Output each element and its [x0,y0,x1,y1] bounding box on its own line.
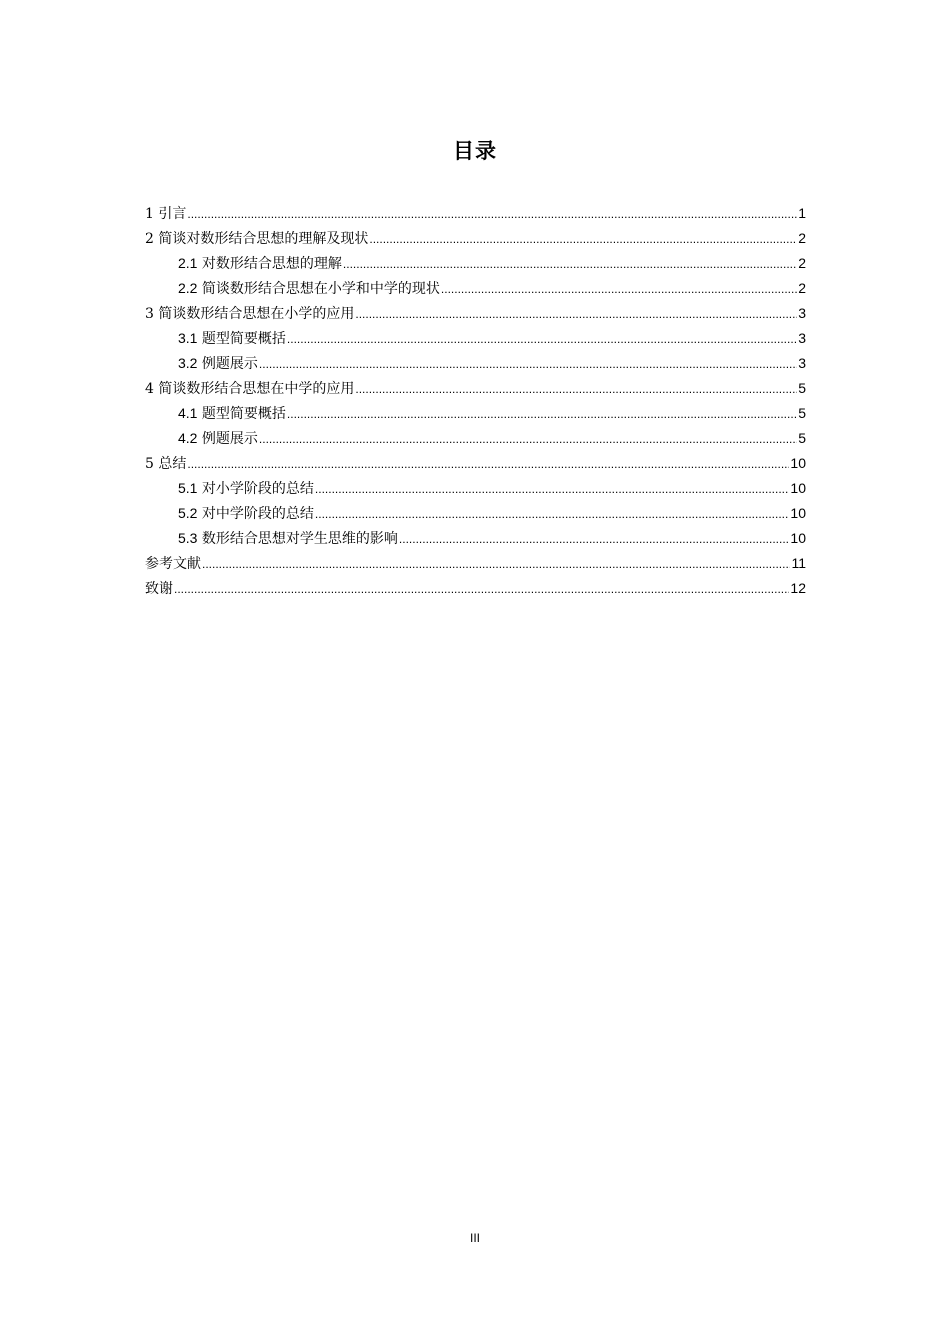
toc-entry-label [178,278,440,298]
toc-entry-number: 2 [145,231,154,247]
toc-entry-page: 10 [790,455,806,471]
toc-entry-page: 5 [798,430,806,446]
toc-entry-title: 总结 [158,456,187,472]
toc-entry-label [178,428,258,448]
toc-entry-title: 对数形结合思想的理解 [201,256,342,272]
toc-entry-page: 10 [790,505,806,521]
toc-leader-dots [315,482,790,496]
toc-entry[interactable] [145,328,806,353]
toc-entry[interactable] [145,203,806,228]
toc-leader-dots [202,557,790,571]
toc-entry-page: 2 [798,255,806,271]
toc-leader-dots [259,357,797,371]
toc-entry-label [145,553,201,573]
toc-entry-title: 参考文献 [145,556,201,572]
page-number: III [469,1231,480,1245]
toc-entry-page: 3 [798,355,806,371]
toc-entry-label [145,203,186,223]
toc-entry-label [178,253,342,273]
toc-entry-page: 10 [790,530,806,546]
toc-entry-number: 4.1 [178,405,198,421]
toc-entry-title: 题型简要概括 [201,331,286,347]
toc-leader-dots [287,407,797,421]
toc-leader-dots [187,457,789,471]
toc-entry-page: 3 [798,330,806,346]
toc-leader-dots [259,432,797,446]
toc-leader-dots [343,257,797,271]
toc-entry-number: 5.1 [178,480,198,496]
toc-entry-label [145,453,186,473]
toc-leader-dots [287,332,797,346]
toc-entry-title: 对小学阶段的总结 [201,481,314,497]
toc-leader-dots [441,282,797,296]
toc-entry-number: 3 [145,306,154,322]
toc-entry-label [178,503,314,523]
toc-leader-dots [174,582,789,596]
toc-entry-title: 例题展示 [201,356,258,372]
toc-entry-number: 2.2 [178,280,198,296]
toc-leader-dots [399,532,790,546]
toc-entry-label [178,328,286,348]
toc-entry[interactable] [145,303,806,328]
toc-entry-label [178,478,314,498]
toc-entry-page: 10 [790,480,806,496]
toc-entry-title: 致谢 [145,581,173,597]
toc-entry-page: 11 [791,555,806,571]
toc-entry-title: 简谈数形结合思想在中学的应用 [158,381,355,397]
toc-entry-title: 简谈数形结合思想在小学的应用 [158,306,355,322]
toc-entry[interactable] [145,553,806,578]
toc-entry[interactable] [145,528,806,553]
toc-entry[interactable] [145,378,806,403]
toc-entry-page: 3 [798,305,806,321]
toc-entry-number: 3.1 [178,330,198,346]
toc-entry-title: 引言 [158,206,187,222]
toc-entry-label [178,353,258,373]
toc-entry-number: 5.2 [178,505,198,521]
toc-entry-title: 例题展示 [201,431,258,447]
toc-entry-page: 2 [798,280,806,296]
toc-entry[interactable] [145,278,806,303]
toc-leader-dots [355,382,797,396]
toc-entry-number: 1 [145,206,154,222]
table-of-contents [145,203,806,603]
toc-entry-title: 对中学阶段的总结 [201,506,314,522]
toc-entry[interactable] [145,478,806,503]
toc-entry-page: 1 [798,205,806,221]
toc-entry-number: 4.2 [178,430,198,446]
toc-leader-dots [355,307,797,321]
toc-entry-number: 5 [145,456,154,472]
toc-leader-dots [187,207,797,221]
toc-entry-label [178,403,286,423]
toc-entry-title: 简谈数形结合思想在小学和中学的现状 [201,281,440,297]
page-title: 目录 [453,139,497,163]
toc-entry-number: 2.1 [178,255,198,271]
toc-entry-label [178,528,398,548]
toc-entry-page: 2 [798,230,806,246]
toc-entry-number: 5.3 [178,530,198,546]
toc-entry[interactable] [145,228,806,253]
toc-entry-label [145,578,173,598]
toc-entry-number: 3.2 [178,355,198,371]
toc-entry-title: 简谈对数形结合思想的理解及现状 [158,231,369,247]
toc-entry[interactable] [145,403,806,428]
toc-leader-dots [369,232,797,246]
toc-entry-label [145,303,354,323]
toc-entry-label [145,228,368,248]
toc-entry-page: 5 [798,380,806,396]
toc-entry-page: 5 [798,405,806,421]
toc-entry[interactable] [145,253,806,278]
toc-entry-title: 数形结合思想对学生思维的影响 [201,531,398,547]
toc-entry-label [145,378,354,398]
toc-entry-number: 4 [145,381,154,397]
toc-entry-title: 题型简要概括 [201,406,286,422]
toc-entry[interactable] [145,428,806,453]
toc-entry[interactable] [145,453,806,478]
toc-entry[interactable] [145,578,806,603]
toc-entry-page: 12 [790,580,806,596]
toc-entry[interactable] [145,353,806,378]
toc-leader-dots [315,507,790,521]
toc-entry[interactable] [145,503,806,528]
